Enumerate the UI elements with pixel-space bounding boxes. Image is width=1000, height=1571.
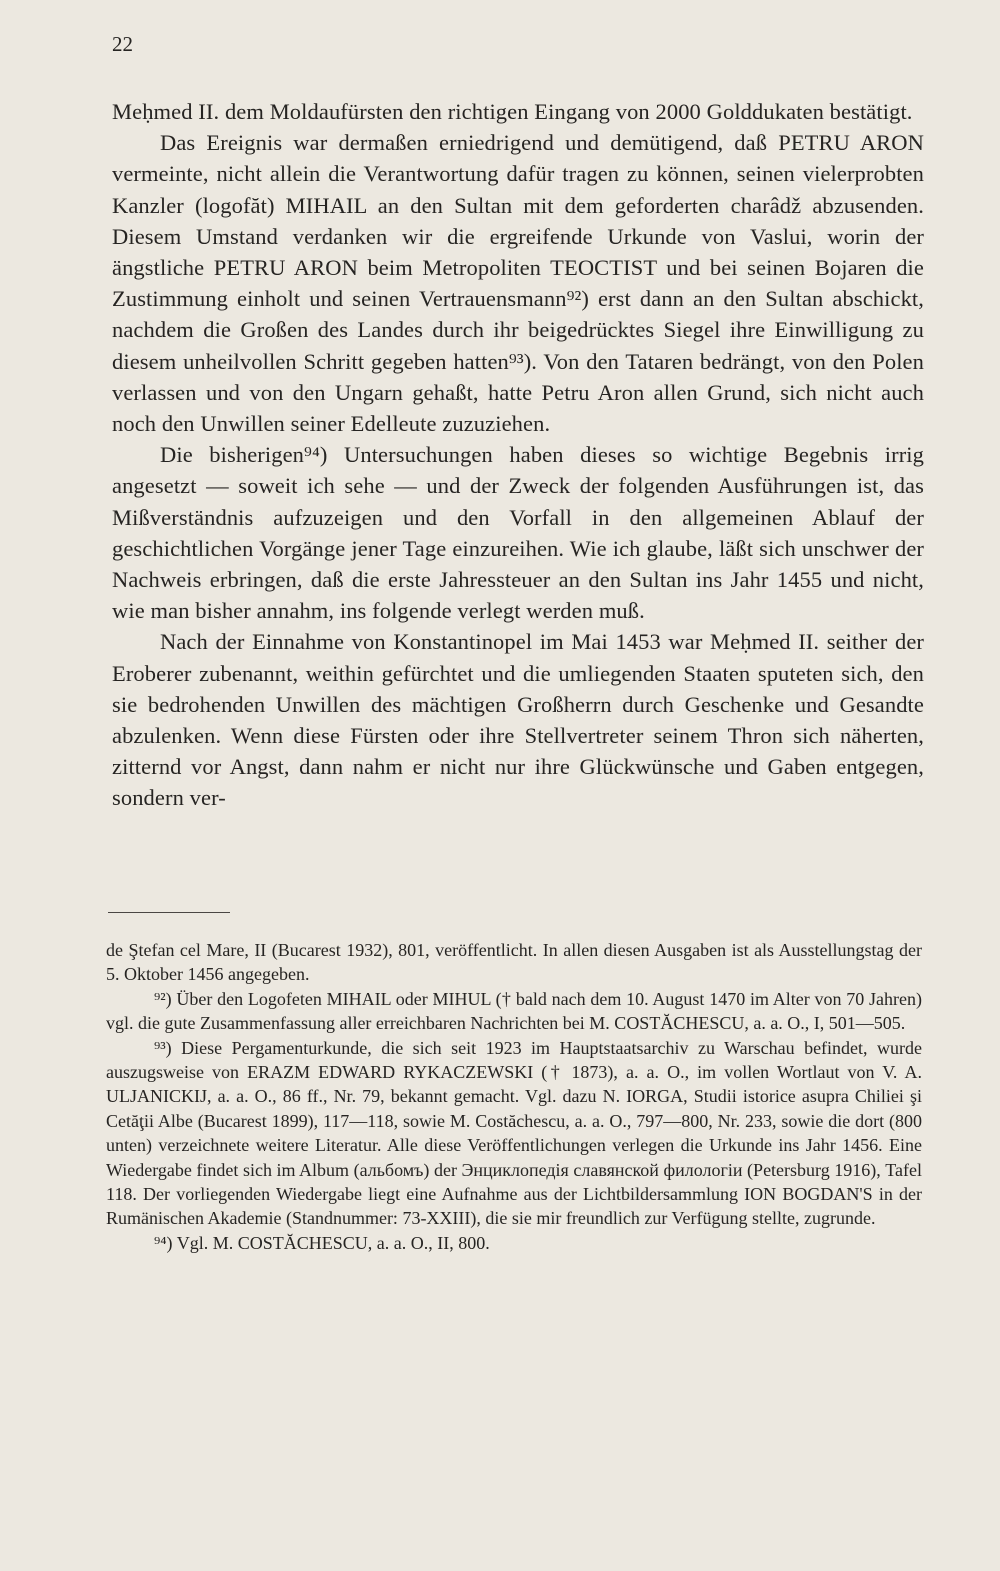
paragraph-3: Die bisherigen⁹⁴) Untersuchungen haben dieses so wichtige Begebnis irrig angesetzt — soweit ich sehe — und der Zweck der folgenden Ausführungen ist, das Mißverständnis aufzuzeigen und den Vorfall in den allgemeinen Ablauf der geschichtlichen Vorgänge jener Tage einzureihen. Wie ich glaube, läßt sich unschwer der Nachweis erbringen, daß die erste Jahressteuer an den Sultan ins Jahr 1455 und nicht, wie man bisher annahm, ins folgende verlegt werden muß. (112, 442, 924, 624)
main-text (112, 96, 924, 814)
footnotes (106, 938, 922, 1255)
footnote-93: ⁹³) Diese Pergamenturkunde, die sich seit 1923 im Hauptstaatsarchiv zu Warschau befindet, wurde auszugsweise von ERAZM EDWARD RYKACZEWSKI († 1873), a. a. O., im vollen Wortlaut von V. A. ULJANICKIJ, a. a. O., 86 ff., Nr. 79, bekannt gemacht. Vgl. dazu N. IORGA, Studii istorice asupra Chiliei şi Cetăţii Albe (Bucarest 1899), 117—118, sowie M. Costăchescu, a. a. O., 797—800, Nr. 233, sowie die dort (800 unten) verzeichnete weitere Literatur. Alle diese Veröffentlichungen verlegen die Urkunde ins Jahr 1456. Eine Wiedergabe findet sich im Album (альбомъ) der Энциклопедія славянской филологіи (Petersburg 1916), Tafel 118. Der vorliegenden Wiedergabe liegt eine Aufnahme aus der Lichtbildersammlung ION BOGDAN'S in der Rumänischen Akademie (Standnummer: 73-XXIII), die sie mir freundlich zur Verfügung stellte, zugrunde. (106, 1037, 922, 1229)
footnote-continuation: de Ştefan cel Mare, II (Bucarest 1932), 801, veröffentlicht. In allen diesen Ausgaben ist als Ausstellungstag der 5. Oktober 1456 angegeben. (106, 940, 922, 985)
paragraph-4: Nach der Einnahme von Konstantinopel im Mai 1453 war Meḥmed II. seither der Eroberer zubenannt, weithin gefürchtet und die umliegenden Staaten sputeten sich, den sie bedrohenden Unwillen des mächtigen Großherrn durch Geschenke und Gesandte abzulenken. Wenn diese Fürsten oder ihre Stellvertreter seinem Thron sich näherten, zitternd vor Angst, dann nahm er nicht nur ihre Glückwünsche und Gaben entgegen, sondern ver- (112, 629, 924, 811)
paragraph-2: Das Ereignis war dermaßen erniedrigend und demütigend, daß PETRU ARON vermeinte, nicht allein die Verantwortung dafür tragen zu können, seinen vielerprobten Kanzler (logofăt) MIHAIL an den Sultan mit dem geforderten charâdž abzusenden. Diesem Umstand verdanken wir die ergreifende Urkunde von Vaslui, worin der ängstliche PETRU ARON beim Metropoliten TEOCTIST und bei seinen Bojaren die Zustimmung einholt und seinen Vertrauensmann⁹²) erst dann an den Sultan abschickt, nachdem die Großen des Landes durch ihr beigedrücktes Siegel ihre Einwilligung zu diesem unheilvollen Schritt gegeben hatten⁹³). Von den Tataren bedrängt, von den Polen verlassen und von den Ungarn gehaßt, hatte Petru Aron allen Grund, sich nicht auch noch den Unwillen seiner Edelleute zuzuziehen. (112, 130, 924, 437)
footnote-divider (108, 912, 230, 913)
paragraph-1: Meḥmed II. dem Moldaufürsten den richtigen Eingang von 2000 Golddukaten bestätigt. (112, 99, 913, 124)
footnote-94: ⁹⁴) Vgl. M. COSTĂCHESCU, a. a. O., II, 800. (154, 1232, 490, 1253)
page-number: 22 (112, 32, 133, 56)
footnote-92: ⁹²) Über den Logofeten MIHAIL oder MIHUL († bald nach dem 10. August 1470 im Alter von 70 Jahren) vgl. die gute Zusammenfassung aller erreichbaren Nachrichten bei M. COSTĂCHESCU, a. a. O., I, 501—505. (106, 988, 922, 1034)
